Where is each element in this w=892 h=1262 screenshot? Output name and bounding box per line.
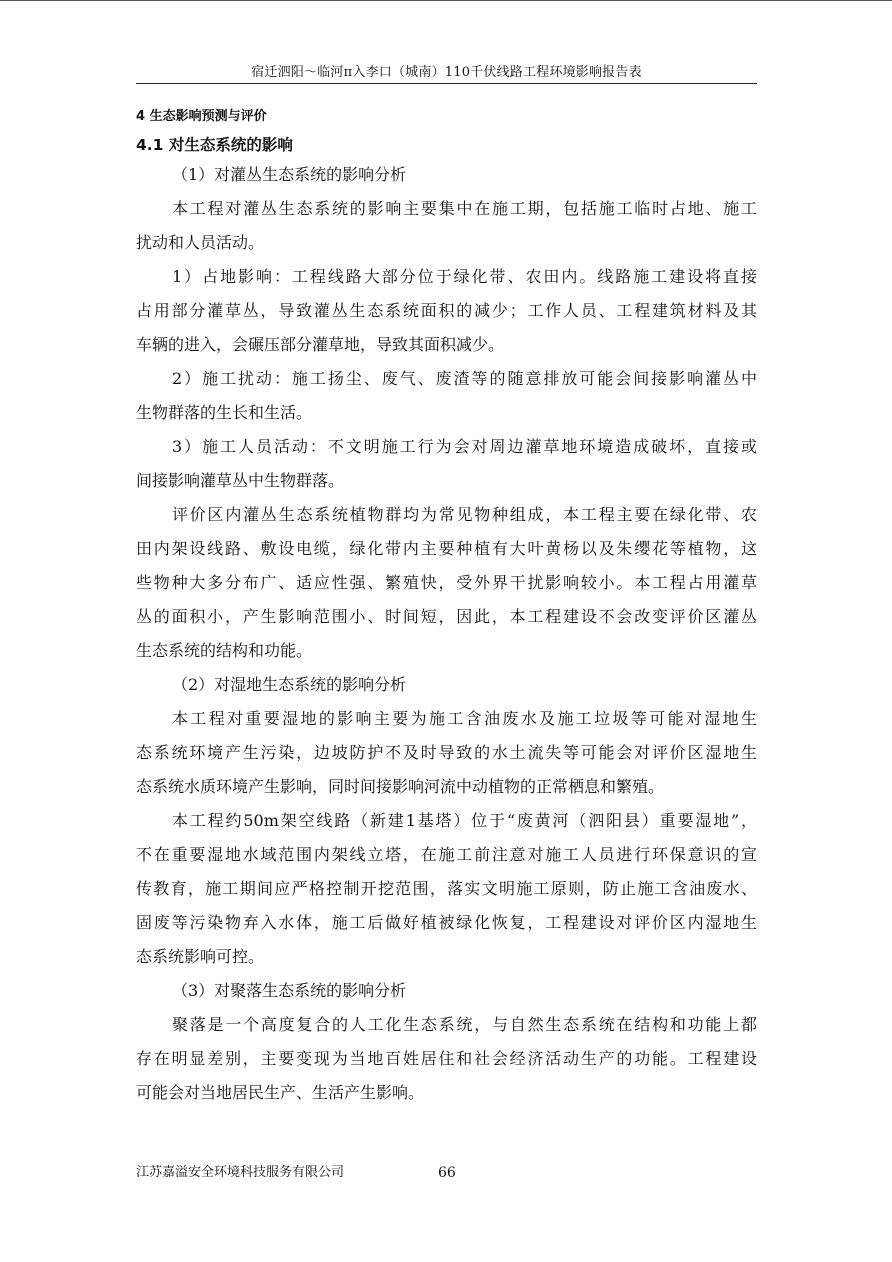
paragraph-line: 些物种大多分布广、适应性强、繁殖快，受外界干扰影响较小。本工程占用灌草 <box>136 573 757 592</box>
paragraph <box>136 978 757 1012</box>
paragraph-line: 态系统影响可控。 <box>136 947 265 966</box>
paragraph <box>136 1012 757 1114</box>
paragraph-line: 1）占地影响：工程线路大部分位于绿化带、农田内。线路施工建设将直接 <box>172 267 757 286</box>
paragraph <box>136 264 757 366</box>
paragraph-line: （2）对湿地生态系统的影响分析 <box>172 675 407 694</box>
header-divider <box>136 83 757 84</box>
paragraph-line: 本工程对重要湿地的影响主要为施工含油废水及施工垃圾等可能对湿地生 <box>172 709 757 728</box>
paragraph-line: 评价区内灌丛生态系统植物群均为常见物种组成，本工程主要在绿化带、农 <box>172 505 757 524</box>
paragraph <box>136 196 757 264</box>
paragraph-line: 生态系统的结构和功能。 <box>136 641 313 660</box>
document-body <box>136 106 757 1114</box>
paragraph-line: 丛的面积小，产生影响范围小、时间短，因此，本工程建设不会改变评价区灌丛 <box>136 607 757 626</box>
paragraph <box>136 706 757 808</box>
paragraph <box>136 672 757 706</box>
paragraph-line: 2）施工扰动：施工扬尘、废气、废渣等的随意排放可能会间接影响灌丛中 <box>172 369 757 388</box>
section-heading: 4 生态影响预测与评价 <box>136 109 267 124</box>
paragraph-line: 态系统环境产生污染，边坡防护不及时导致的水土流失等可能会对评价区湿地生 <box>136 743 757 762</box>
paragraph-line: （3）对聚落生态系统的影响分析 <box>172 981 407 1000</box>
paragraph-line: 不在重要湿地水域范围内架线立塔，在施工前注意对施工人员进行环保意识的宣 <box>136 845 757 864</box>
document-header-title: 宿迁泗阳～临河π入李口（城南）110千伏线路工程环境影响报告表 <box>251 65 642 80</box>
paragraph <box>136 366 757 434</box>
paragraph <box>136 502 757 672</box>
paragraph-line: 田内架设线路、敷设电缆，绿化带内主要种植有大叶黄杨以及朱缨花等植物，这 <box>136 539 757 558</box>
paragraph-line: 可能会对当地居民生产、生活产生影响。 <box>136 1083 425 1102</box>
footer-company-name: 江苏嘉溢安全环境科技服务有限公司 <box>136 1165 345 1180</box>
paragraph <box>136 808 757 978</box>
paragraph-line: 本工程约50m架空线路（新建1基塔）位于“废黄河（泗阳县）重要湿地”， <box>172 811 757 830</box>
paragraph-line: 态系统水质环境产生影响，同时间接影响河流中动植物的正常栖息和繁殖。 <box>136 777 665 796</box>
page-top-border <box>0 0 892 1</box>
paragraph-line: 生物群落的生长和生活。 <box>136 403 313 422</box>
paragraph-line: 本工程对灌丛生态系统的影响主要集中在施工期，包括施工临时占地、施工 <box>172 199 757 218</box>
paragraph-line: 传教育，施工期间应严格控制开挖范围，落实文明施工原则，防止施工含油废水、 <box>136 879 757 898</box>
paragraph-list <box>136 162 757 1114</box>
subsection-heading: 4.1 对生态系统的影响 <box>136 136 293 154</box>
paragraph <box>136 434 757 502</box>
paragraph-line: 聚落是一个高度复合的人工化生态系统，与自然生态系统在结构和功能上都 <box>172 1015 757 1034</box>
paragraph <box>136 162 757 196</box>
paragraph-line: 扰动和人员活动。 <box>136 233 265 252</box>
paragraph-line: 车辆的进入，会碾压部分灌草地，导致其面积减少。 <box>136 335 505 354</box>
paragraph-line: 3）施工人员活动：不文明施工行为会对周边灌草地环境造成破坏，直接或 <box>172 437 757 456</box>
paragraph-line: （1）对灌丛生态系统的影响分析 <box>172 165 407 184</box>
paragraph-line: 占用部分灌草丛，导致灌丛生态系统面积的减少；工作人员、工程建筑材料及其 <box>136 301 757 320</box>
paragraph-line: 间接影响灌草丛中生物群落。 <box>136 471 345 490</box>
page-number: 66 <box>438 1165 456 1181</box>
paragraph-line: 存在明显差别，主要变现为当地百姓居住和社会经济活动生产的功能。工程建设 <box>136 1049 757 1068</box>
paragraph-line: 固废等污染物弃入水体，施工后做好植被绿化恢复，工程建设对评价区内湿地生 <box>136 913 757 932</box>
